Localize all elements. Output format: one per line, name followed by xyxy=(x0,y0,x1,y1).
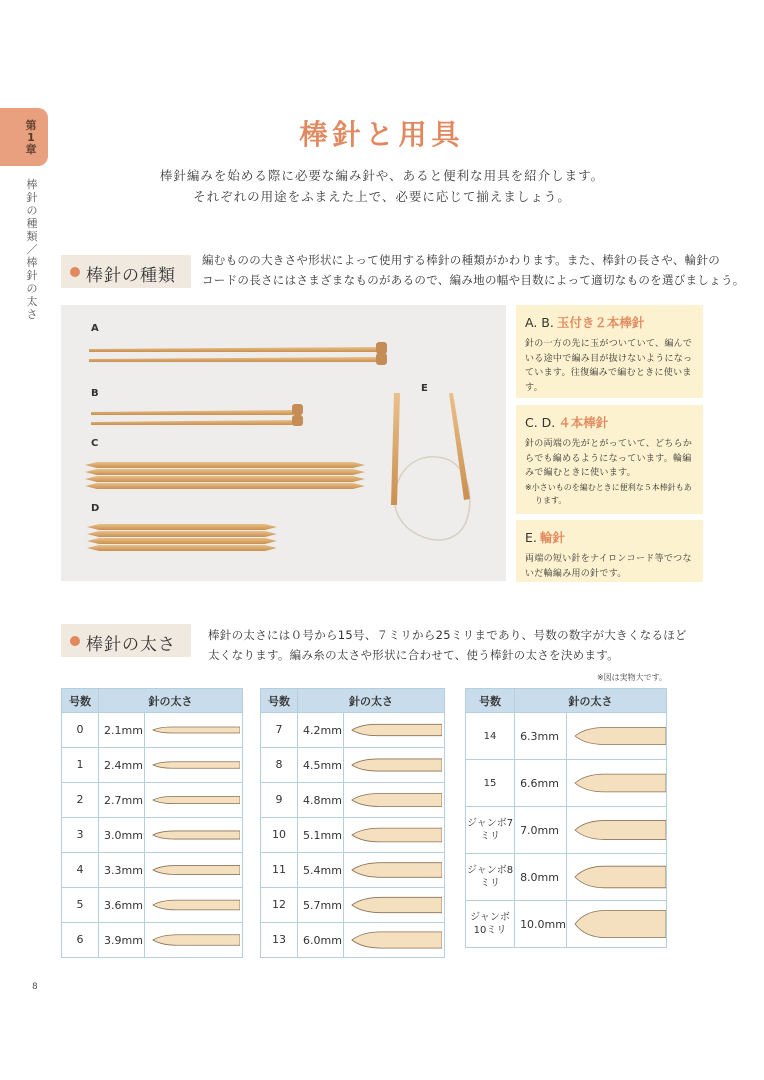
size-number: 2 xyxy=(62,783,99,818)
needle-shape xyxy=(352,863,442,878)
needle-shape xyxy=(575,911,666,938)
intro-line: それぞれの用途をふまえた上で、必要に応じて揃えましょう。 xyxy=(193,189,571,204)
needle-shape xyxy=(575,866,666,888)
page-number: 8 xyxy=(32,982,38,992)
needle-tip-cell xyxy=(344,888,445,923)
needle-tip-icon xyxy=(344,713,442,747)
needle-shape xyxy=(352,828,442,842)
header-needle-thickness: 針の太さ xyxy=(298,689,445,713)
table-row xyxy=(62,888,243,923)
header-size-number: 号数 xyxy=(62,689,99,713)
needle-tip-icon xyxy=(145,748,240,782)
diameter-value: 2.7mm xyxy=(99,783,145,818)
needle-tip-icon xyxy=(567,713,666,759)
diameter-value: 3.9mm xyxy=(99,923,145,958)
section2-description xyxy=(208,626,687,665)
info-box-title xyxy=(525,528,694,546)
table-row xyxy=(261,818,445,853)
table-row xyxy=(261,923,445,958)
table-row xyxy=(62,853,243,888)
diameter-value: 6.6mm xyxy=(515,760,567,807)
size-number: 13 xyxy=(261,923,298,958)
size-table-1 xyxy=(61,688,243,958)
photo-label-a: A xyxy=(91,323,99,334)
needle-shape xyxy=(153,727,240,733)
table-row xyxy=(466,760,667,807)
needle-tip-icon xyxy=(567,760,666,806)
info-box-cd xyxy=(516,405,703,514)
table-row xyxy=(261,853,445,888)
info-box-name: 玉付き２本棒針 xyxy=(556,315,645,330)
needle-set-e xyxy=(391,393,470,540)
needle-tip-cell xyxy=(344,923,445,958)
needle-tip-cell xyxy=(145,888,243,923)
table-row xyxy=(466,854,667,901)
info-box-prefix: E. xyxy=(525,530,537,545)
diameter-value: 5.7mm xyxy=(298,888,344,923)
diameter-value: 2.4mm xyxy=(99,748,145,783)
table-row xyxy=(261,888,445,923)
info-box-name: 輪針 xyxy=(539,530,565,545)
size-number: 9 xyxy=(261,783,298,818)
needle-set-c xyxy=(85,462,365,489)
diameter-value: 3.6mm xyxy=(99,888,145,923)
needle-tip-cell xyxy=(145,923,243,958)
needle-tip-icon xyxy=(567,807,666,853)
needle-tip-cell xyxy=(145,713,243,748)
size-number: ジャンボ7ミリ xyxy=(466,807,515,854)
needle-tip-cell xyxy=(344,713,445,748)
needle-tip-cell xyxy=(567,760,667,807)
needle-shape xyxy=(352,724,442,735)
table-row xyxy=(466,901,667,948)
diameter-value: 4.8mm xyxy=(298,783,344,818)
page-title: 棒針と用具 xyxy=(299,118,465,151)
header-size-number: 号数 xyxy=(466,689,515,713)
needle-tip-cell xyxy=(567,807,667,854)
needle-tip-cell xyxy=(567,713,667,760)
needle-tip-icon xyxy=(145,923,240,957)
needle-tip-cell xyxy=(344,818,445,853)
size-table-3 xyxy=(465,688,667,948)
info-box-prefix: A. B. xyxy=(525,315,554,330)
needle-shape xyxy=(153,935,240,946)
needle-tip-icon xyxy=(145,818,240,852)
needle-tip-cell xyxy=(344,853,445,888)
needles-photo xyxy=(61,305,506,581)
needle-tip-cell xyxy=(567,901,667,948)
needle-tip-icon xyxy=(344,783,442,817)
photo-label-e: E xyxy=(421,383,428,394)
bullet-dot-icon xyxy=(70,267,80,277)
bullet-dot-icon xyxy=(70,636,80,646)
description-line: コードの長さにはさまざまなものがあるので、編み地の幅や目数によって適切なものを選びましょう。 xyxy=(202,272,745,287)
info-box-note: ※小さいものを編むときに便利な５本棒針もあります。 xyxy=(525,482,692,505)
needle-tip-cell xyxy=(567,854,667,901)
needle-tip-cell xyxy=(344,783,445,818)
side-section-label: 棒針の種類／棒針の太さ xyxy=(26,178,38,321)
needle-shape xyxy=(575,727,666,744)
chapter-tab-label: 第1章 xyxy=(25,119,37,156)
info-box-e xyxy=(516,520,703,582)
intro-text xyxy=(0,165,764,207)
needle-set-a xyxy=(89,342,387,365)
section-heading-label: 棒針の種類 xyxy=(86,266,176,286)
table-row xyxy=(261,748,445,783)
size-number: ジャンボ8ミリ xyxy=(466,854,515,901)
needle-shape xyxy=(153,762,240,768)
table-row xyxy=(62,783,243,818)
diameter-value: 7.0mm xyxy=(515,807,567,854)
info-box-title xyxy=(525,313,694,331)
description-line: 編むものの大きさや形状によって使用する棒針の種類がかわります。また、棒針の長さや、輪針の xyxy=(202,253,721,267)
section-heading-label: 棒針の太さ xyxy=(86,635,176,655)
diameter-value: 2.1mm xyxy=(99,713,145,748)
table-row xyxy=(261,713,445,748)
needle-tip-cell xyxy=(145,818,243,853)
size-number: 1 xyxy=(62,748,99,783)
size-number: 11 xyxy=(261,853,298,888)
section-heading-sizes xyxy=(61,624,191,657)
size-number: ジャンボ10ミリ xyxy=(466,901,515,948)
needle-set-d xyxy=(87,524,277,551)
header-needle-thickness: 針の太さ xyxy=(99,689,243,713)
info-box-body: 針の両端の先がとがっていて、どちらからでも編めるようになっています。輪編みで編むときに使います。 xyxy=(525,439,693,478)
needle-shape xyxy=(352,932,442,948)
needle-tip-icon xyxy=(344,853,442,887)
needle-tip-icon xyxy=(145,853,240,887)
photo-label-d: D xyxy=(91,503,100,514)
diameter-value: 3.3mm xyxy=(99,853,145,888)
section1-description xyxy=(202,251,745,290)
size-number: 15 xyxy=(466,760,515,807)
info-box-name: ４本棒針 xyxy=(558,415,609,430)
description-line: 棒針の太さには０号から15号、７ミリから25ミリまであり、号数の数字が大きくなるほど xyxy=(208,628,687,642)
info-box-body: 両端の短い針をナイロンコード等でつないだ輪編み用の針です。 xyxy=(525,554,692,579)
needle-shape xyxy=(352,794,442,807)
description-line: 太くなります。編み糸の太さや形状に合わせて、使う棒針の太さを決めます。 xyxy=(208,647,619,662)
diameter-value: 6.0mm xyxy=(298,923,344,958)
size-number: 3 xyxy=(62,818,99,853)
diameter-value: 4.5mm xyxy=(298,748,344,783)
needle-tip-icon xyxy=(344,748,442,782)
table-row xyxy=(261,783,445,818)
table-row xyxy=(466,807,667,854)
needle-tip-cell xyxy=(344,748,445,783)
header-needle-thickness: 針の太さ xyxy=(515,689,667,713)
size-number: 10 xyxy=(261,818,298,853)
needle-tip-icon xyxy=(145,713,240,747)
table-row xyxy=(62,713,243,748)
diameter-value: 5.1mm xyxy=(298,818,344,853)
actual-size-note: ※図は実物大です。 xyxy=(596,673,667,682)
size-number: 14 xyxy=(466,713,515,760)
needle-shape xyxy=(153,866,240,875)
needle-tip-icon xyxy=(145,888,240,922)
needle-tip-cell xyxy=(145,783,243,818)
needle-shape xyxy=(153,831,240,839)
photo-label-b: B xyxy=(91,388,99,399)
size-table-2 xyxy=(260,688,445,958)
table-row xyxy=(62,748,243,783)
size-number: 6 xyxy=(62,923,99,958)
diameter-value: 6.3mm xyxy=(515,713,567,760)
needle-tip-icon xyxy=(567,901,666,947)
needle-shape xyxy=(153,796,240,803)
needle-tip-cell xyxy=(145,748,243,783)
needle-set-b xyxy=(91,404,303,426)
needle-tip-icon xyxy=(344,818,442,852)
size-number: 7 xyxy=(261,713,298,748)
size-number: 4 xyxy=(62,853,99,888)
size-number: 8 xyxy=(261,748,298,783)
diameter-value: 5.4mm xyxy=(298,853,344,888)
size-number: 5 xyxy=(62,888,99,923)
info-box-title xyxy=(525,413,694,431)
needle-shape xyxy=(352,897,442,912)
needle-shape xyxy=(575,774,666,792)
table-row xyxy=(62,818,243,853)
section-heading-types xyxy=(61,255,191,288)
info-box-ab xyxy=(516,305,703,398)
needle-shape xyxy=(153,900,240,910)
needle-tip-icon xyxy=(344,923,442,957)
table-row xyxy=(466,713,667,760)
needle-tip-icon xyxy=(344,888,442,922)
diameter-value: 4.2mm xyxy=(298,713,344,748)
info-box-prefix: C. D. xyxy=(525,415,556,430)
needle-tip-cell xyxy=(145,853,243,888)
needle-shape xyxy=(575,821,666,840)
info-box-body: 針の一方の先に玉がついていて、編んでいる途中で編み目が抜けないようになっています。往復編みで編むときに使います。 xyxy=(525,339,693,393)
intro-line: 棒針編みを始める際に必要な編み針や、あると便利な用具を紹介します。 xyxy=(159,168,605,183)
header-size-number: 号数 xyxy=(261,689,298,713)
needle-shape xyxy=(352,759,442,771)
table-row xyxy=(62,923,243,958)
needle-tip-icon xyxy=(567,854,666,900)
size-number: 0 xyxy=(62,713,99,748)
diameter-value: 8.0mm xyxy=(515,854,567,901)
photo-label-c: C xyxy=(91,438,99,449)
needle-tip-icon xyxy=(145,783,240,817)
diameter-value: 10.0mm xyxy=(515,901,567,948)
needles-illustration xyxy=(61,305,506,581)
diameter-value: 3.0mm xyxy=(99,818,145,853)
size-number: 12 xyxy=(261,888,298,923)
